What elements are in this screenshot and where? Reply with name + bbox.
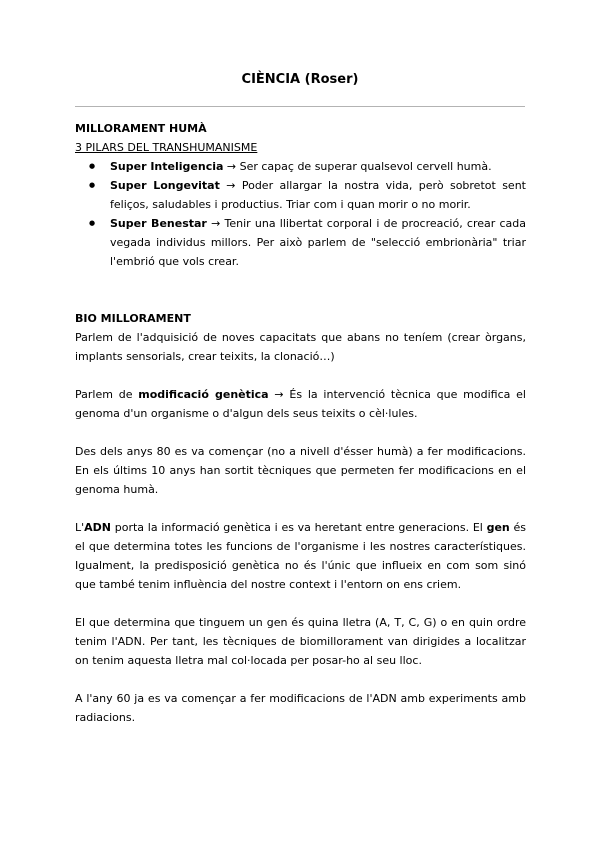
text-run: és el que determina totes les funcions de l'organisme i les nostres característiques. Igualment, la predisposició genètica no és l'únic que influeix en com som sinó que també tenim influència del nostre context i l'entorn on ens criem.	[75, 521, 526, 591]
section-heading-millorament: MILLORAMENT HUMÀ	[75, 122, 207, 135]
text-run: porta la informació genètica i es va heretant entre generacions. El	[111, 521, 487, 534]
paragraph-adquisicio: Parlem de l'adquisició de noves capacitats que abans no teníem (crear òrgans, implants sensorials, crear teixits, la clonació…)	[75, 331, 526, 363]
section-subheading-pilars: 3 PILARS DEL TRANSHUMANISME	[75, 141, 258, 154]
pillar-text: → Tenir una llibertat corporal i de procreació, crear cada vegada individus millors. Per això parlem de "selecció embrionària" triar l'embrió que vols crear.	[110, 217, 527, 268]
text-run: → És la intervenció tècnica que modifica el genoma d'un organisme o d'algun dels seus teixits o cèl·lules.	[75, 388, 526, 420]
pillar-text: → Ser capaç de superar qualsevol cervell humà.	[223, 160, 492, 173]
pillar-term: Super Longevitat	[110, 179, 220, 192]
pillar-term: Super Inteligencia	[110, 160, 224, 173]
list-item	[75, 176, 526, 214]
document-body	[75, 119, 526, 727]
section-heading-bio: BIO MILLORAMENT	[75, 312, 191, 325]
paragraph-adn	[75, 518, 526, 594]
document-title: CIÈNCIA (Roser)	[241, 72, 359, 87]
term-modificacio-genetica: modificació genètica	[138, 388, 269, 401]
term-adn: ADN	[84, 521, 112, 534]
term-gen: gen	[486, 521, 510, 534]
paragraph-modificacio	[75, 385, 526, 423]
paragraph-lletra: El que determina que tinguem un gen és quina lletra (A, T, C, G) o en quin ordre tenim l'ADN. Per tant, les tècniques de biomillorament van dirigides a localitzar on tenim aquesta lletra mal col·locada per posar-ho al seu lloc.	[75, 616, 526, 667]
paragraph-any-60: A l'any 60 ja es va començar a fer modificacions de l'ADN amb experiments amb radiacions.	[75, 692, 526, 724]
pillar-text: → Poder allargar la nostra vida, però sobretot sent feliços, saludables i productius. Triar com i quan morir o no morir.	[110, 179, 526, 211]
pillars-list	[75, 157, 526, 271]
paragraph-anys-80: Des dels anys 80 es va començar (no a nivell d'ésser humà) a fer modificacions. En els últims 10 anys han sortit tècniques que permeten fer modificacions en el genoma humà.	[75, 445, 526, 496]
text-run: Parlem de	[75, 388, 139, 401]
list-item	[75, 214, 526, 271]
pillar-term: Super Benestar	[110, 217, 207, 230]
list-item	[75, 157, 526, 176]
title-divider	[75, 106, 525, 107]
text-run: L'	[75, 521, 85, 534]
